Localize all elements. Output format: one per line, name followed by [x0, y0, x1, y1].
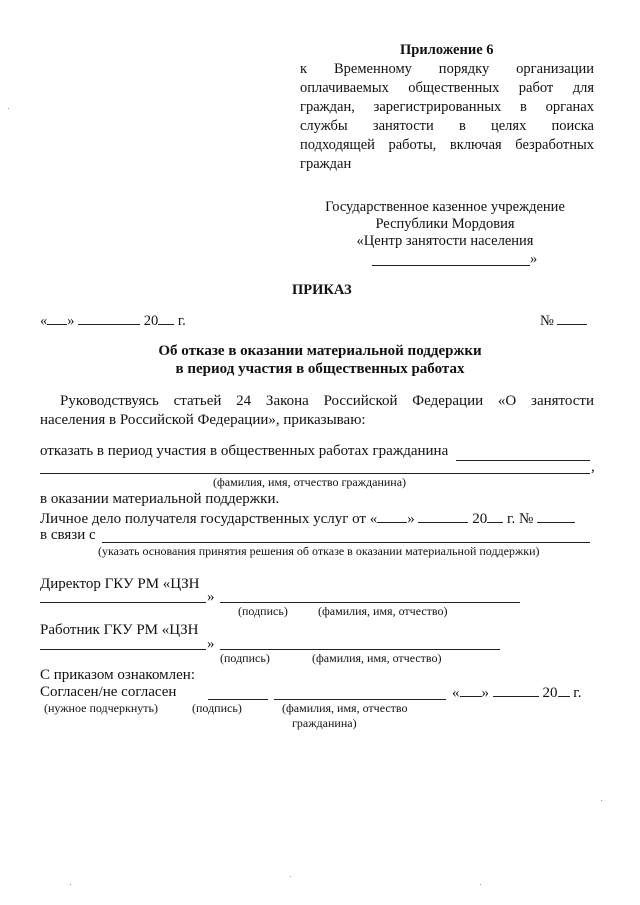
order-year-suffix: г. [177, 313, 186, 329]
institution-line-1: Государственное казенное учреждение [325, 199, 565, 215]
order-number [540, 312, 587, 330]
ack-month-blank [493, 684, 539, 697]
order-date-mid: » [67, 313, 75, 329]
order-year-blank [158, 312, 174, 325]
refuse-text: отказать в период участия в общественных работах гражданина [40, 443, 449, 459]
scan-speck [70, 884, 71, 885]
ack-year-blank [558, 684, 570, 697]
appendix-line-5: подходящей работы, включая безработных [300, 137, 594, 153]
scan-speck [480, 884, 481, 885]
file-year-blank [487, 510, 503, 523]
ack-date-mid: » [481, 685, 489, 701]
citizen-blank-1 [456, 460, 590, 461]
file-month-blank [418, 510, 468, 523]
scan-speck [290, 876, 291, 877]
institution-closing: » [530, 251, 538, 267]
order-month-blank [78, 312, 140, 325]
hint-ack-sign: (подпись) [192, 701, 242, 715]
ack-fio-blank [274, 699, 446, 700]
worker-blank [40, 649, 206, 650]
file-text: Личное дело получателя государственных услуг от « [40, 511, 378, 527]
file-year: 20 [472, 511, 488, 527]
file-g: г. [506, 511, 516, 527]
worker-sign-fio-blank [220, 649, 500, 650]
ack-title: С приказом ознакомлен: [40, 667, 196, 683]
ack-day-blank [460, 684, 482, 697]
file-number-blank [537, 510, 575, 523]
order-date [40, 312, 186, 330]
hint-ack-fio-1: (фамилия, имя, отчество [282, 701, 408, 715]
body-line-1: Руководствуясь статьей 24 Закона Российской Федерации «О занятости [60, 393, 594, 409]
appendix-title: Приложение 6 [400, 42, 494, 58]
appendix-line-1: к Временному порядку организации [300, 61, 594, 77]
citizen-blank-2 [40, 473, 590, 474]
institution-line-3: «Центр занятости населения [356, 233, 534, 249]
scan-speck [8, 108, 9, 109]
worker-label: Работник ГКУ РМ «ЦЗН [40, 622, 199, 638]
director-blank [40, 602, 206, 603]
institution-line-2: Республики Мордовия [375, 216, 515, 232]
ack-date [452, 684, 581, 702]
order-day-blank [47, 312, 67, 325]
hint-worker-sign: (подпись) [220, 651, 270, 665]
hint-citizen-name: (фамилия, имя, отчество гражданина) [213, 475, 407, 489]
order-number-blank [557, 312, 587, 325]
director-close: » [207, 589, 215, 605]
institution-blank [372, 265, 530, 266]
appendix-line-2: оплачиваемых общественных работ для [300, 80, 594, 96]
subject-line-1: Об отказе в оказании материальной поддержки [158, 343, 482, 359]
hint-director-sign: (подпись) [238, 604, 288, 618]
scan-speck [601, 800, 602, 801]
due-to-text: в связи с [40, 527, 96, 543]
body-line-2: населения в Российской Федерации», приказываю: [40, 412, 366, 428]
support-text: в оказании материальной поддержки. [40, 491, 280, 507]
order-number-label: № [540, 313, 554, 329]
ack-agree: Согласен/не согласен [40, 684, 177, 700]
citizen-comma: , [591, 459, 595, 475]
hint-worker-fio: (фамилия, имя, отчество) [312, 651, 442, 665]
director-label: Директор ГКУ РМ «ЦЗН [40, 576, 200, 592]
order-heading: ПРИКАЗ [292, 282, 352, 298]
hint-underline: (нужное подчеркнуть) [44, 701, 158, 715]
file-no: № [518, 511, 534, 527]
reason-blank [102, 542, 590, 543]
hint-ack-fio-2: гражданина) [292, 716, 357, 730]
appendix-line-6: граждан [300, 156, 352, 172]
director-sign-fio-blank [220, 602, 520, 603]
worker-close: » [207, 636, 215, 652]
hint-reason: (указать основания принятия решения об отказе в оказании материальной поддержки) [98, 544, 540, 558]
subject-line-2: в период участия в общественных работах [175, 361, 465, 377]
order-date-open: « [40, 313, 48, 329]
hint-director-fio: (фамилия, имя, отчество) [318, 604, 448, 618]
ack-year: 20 [542, 685, 558, 701]
file-line [40, 510, 575, 528]
ack-date-open: « [452, 685, 460, 701]
order-year-prefix: 20 [143, 313, 159, 329]
ack-g: г. [573, 685, 582, 701]
file-day-blank [377, 510, 407, 523]
appendix-line-4: службы занятости в целях поиска [300, 118, 594, 134]
appendix-line-3: граждан, зарегистрированных в органах [300, 99, 594, 115]
file-close: » [407, 511, 415, 527]
ack-sign-blank [208, 699, 268, 700]
